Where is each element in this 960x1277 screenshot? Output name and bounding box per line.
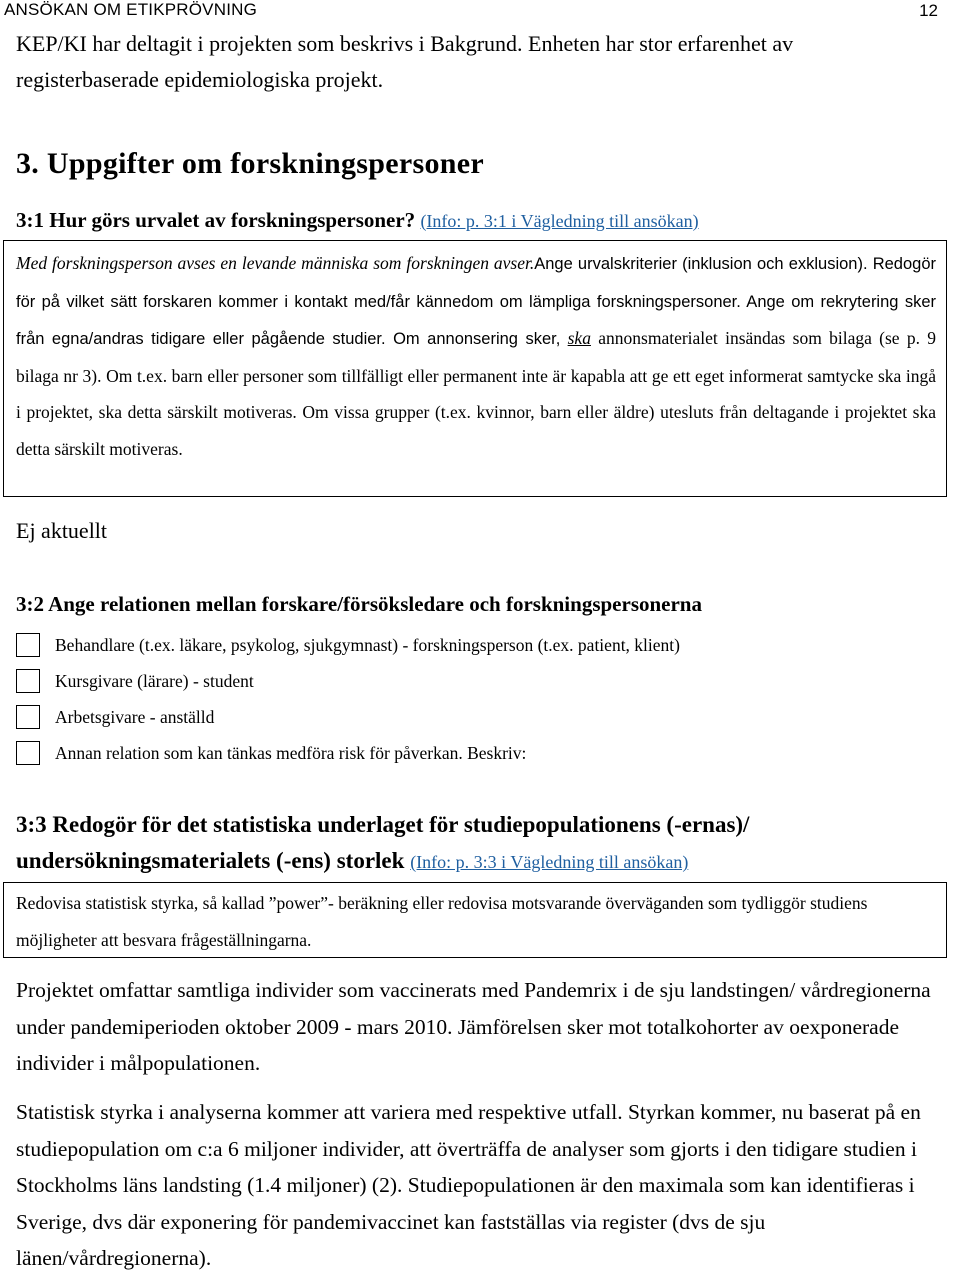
question-3-3-label: undersökningsmaterialets (-ens) storlek bbox=[16, 848, 405, 873]
intro-paragraph: KEP/KI har deltagit i projekten som beskrivs i Bakgrund. Enheten har stor erfarenhet av registerbaserade epidemiologiska projekt. bbox=[16, 31, 794, 92]
relation-option[interactable] bbox=[16, 740, 526, 766]
question-3-1-label: 3:1 Hur görs urvalet av forskningspersoner? bbox=[16, 208, 416, 232]
page-number: 12 bbox=[919, 1, 938, 20]
answer-paragraph-2: Statistisk styrka i analyserna kommer att variera med respektive utfall. Styrkan kommer, nu baserat på en studiepopulation om c:a 6 miljoner individer, att överträffa de analyser som gjorts i den tidigare studien i Stockholms läns landsting (1.4 miljoner) (2). Studiepopulationen är den maximala som kan identifieras i Sverige, dvs där exponering för pandemivaccinet kan fastställas via register (dvs de sju länen/vårdregionerna). bbox=[16, 1100, 921, 1271]
question-3-3-title-line2 bbox=[16, 848, 688, 874]
checkbox[interactable] bbox=[16, 741, 40, 765]
instruction-box-3-3 bbox=[3, 882, 947, 958]
document-header-title: ANSÖKAN OM ETIKPRÖVNING bbox=[4, 0, 258, 19]
answer-3-1: Ej aktuellt bbox=[16, 518, 108, 543]
instruction-text-3-1 bbox=[16, 245, 936, 467]
relation-option-label: Annan relation som kan tänkas medföra risk för påverkan. Beskriv: bbox=[55, 742, 527, 763]
relation-option-label: Arbetsgivare - anställd bbox=[55, 706, 215, 727]
checkbox[interactable] bbox=[16, 669, 40, 693]
relation-option-label: Behandlare (t.ex. läkare, psykolog, sjukgymnast) - forskningsperson (t.ex. patient, klient) bbox=[55, 634, 680, 655]
section-heading: 3. Uppgifter om forskningspersoner bbox=[16, 147, 484, 180]
instruction-italic-definition: Med forskningsperson avses en levande människa som forskningen avser. bbox=[16, 253, 535, 273]
instruction-text-part2: annonsmaterialet insändas som bilaga (se p. 9 bilaga nr 3). Om t.ex. barn eller personer som tillfälligt eller permanent inte är kapabla att ge ett eget informerat samtycke ska ingå i projektet, ska detta särskilt motiveras. Om vissa grupper (t.ex. kvinnor, barn eller äldre) utesluts från deltagande i projektet ska detta särskilt motiveras. bbox=[16, 328, 937, 459]
relation-option[interactable] bbox=[16, 704, 214, 730]
question-3-3-title-line1: 3:3 Redogör för det statistiska underlaget för studiepopulationens (-ernas)/ bbox=[16, 812, 750, 837]
instruction-text-part1: Ange urvalskriterier (inklusion och exklusion). Redogör för på vilket sätt forskaren kommer i kontakt med/får kännedom om lämpliga forskningspersoner. Ange om rekrytering sker från egna/andras tidigare eller pågående studier. Om annonsering sker, bbox=[16, 255, 936, 348]
checkbox[interactable] bbox=[16, 705, 40, 729]
checkbox[interactable] bbox=[16, 633, 40, 657]
info-link-3-3[interactable]: (Info: p. 3:3 i Vägledning till ansökan) bbox=[410, 852, 689, 872]
instruction-emphasis: ska bbox=[567, 328, 591, 348]
relation-option[interactable] bbox=[16, 668, 254, 694]
question-3-1-title bbox=[16, 208, 699, 233]
instruction-text-3-3: Redovisa statistisk styrka, så kallad ”power”- beräkning eller redovisa motsvarande överväganden som tydliggör studiens möjligheter att besvara frågeställningarna. bbox=[16, 893, 868, 950]
instruction-box-3-1 bbox=[3, 240, 947, 497]
question-3-2-title: 3:2 Ange relationen mellan forskare/försöksledare och forskningspersonerna bbox=[16, 592, 702, 616]
relation-option[interactable] bbox=[16, 632, 680, 658]
answer-paragraph-1: Projektet omfattar samtliga individer som vaccinerats med Pandemrix i de sju landstingen/ vårdregionerna under pandemiperioden oktober 2009 - mars 2010. Jämförelsen sker mot totalkohorter av oexponerade individer i målpopulationen. bbox=[16, 978, 931, 1076]
info-link-3-1[interactable]: (Info: p. 3:1 i Vägledning till ansökan) bbox=[420, 211, 699, 231]
relation-option-label: Kursgivare (lärare) - student bbox=[55, 670, 254, 691]
